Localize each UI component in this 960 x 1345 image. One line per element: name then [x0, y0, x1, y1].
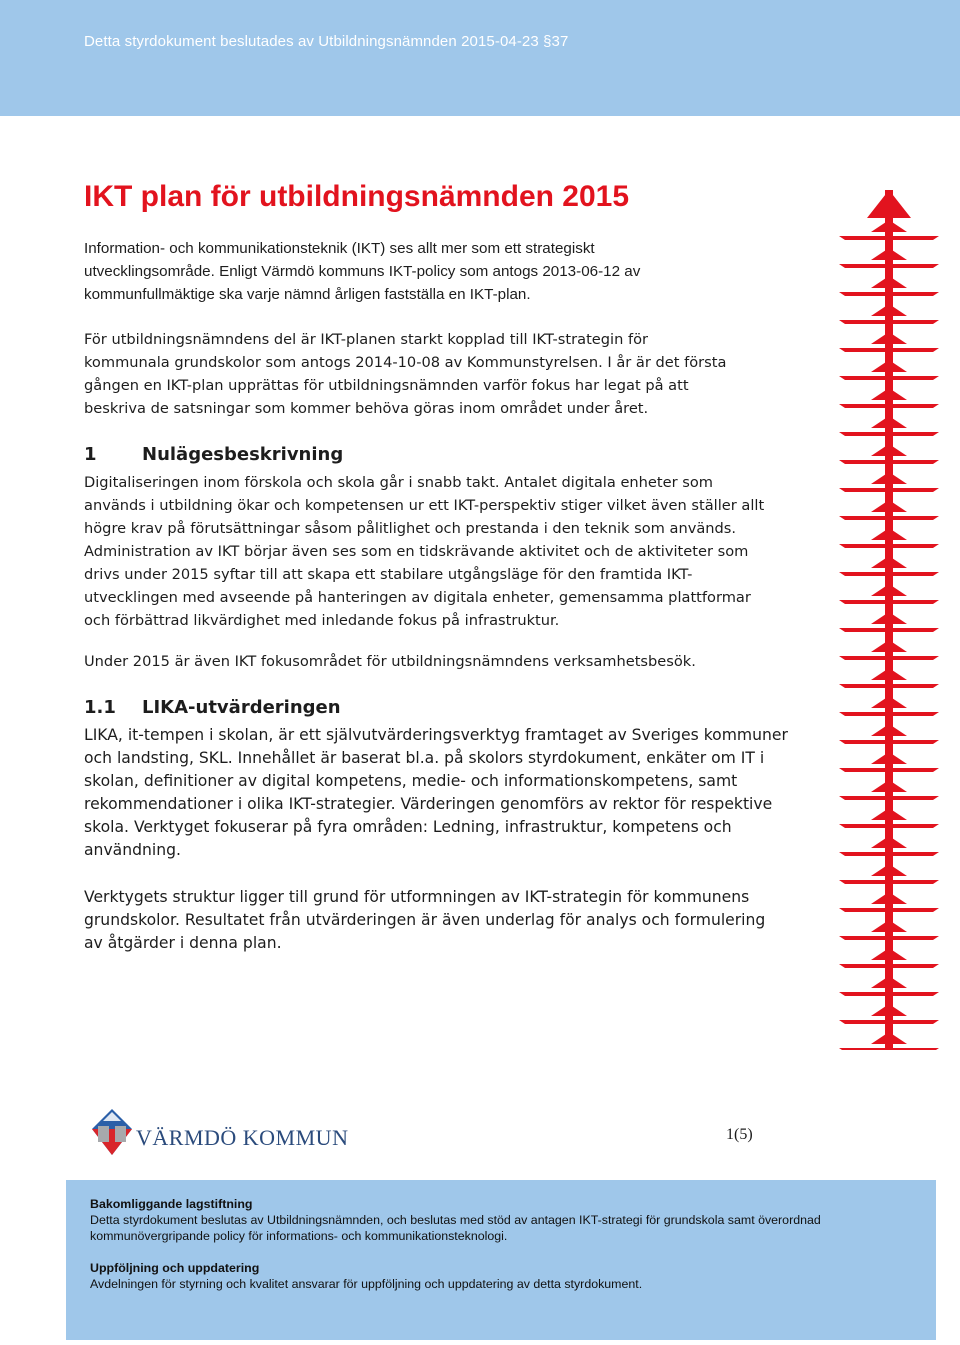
- text-line: skolan, definitioner av digital kompetens, medie- och informationskompetens, samt: [84, 772, 738, 790]
- text-line: För utbildningsnämndens del är IKT-planen starkt kopplad till IKT-strategin för: [84, 331, 649, 348]
- text-line: Digitaliseringen inom förskola och skola går i snabb takt. Antalet digitala enheter som: [84, 474, 713, 491]
- red-tree-pattern-icon: [836, 190, 942, 1050]
- text-line: av åtgärder i denna plan.: [84, 934, 282, 952]
- text-line: utvecklingsområde. Enligt Värmdö kommuns IKT-policy som antogs 2013-06-12 av: [84, 263, 641, 280]
- page-title: IKT plan för utbildningsnämnden 2015: [84, 180, 630, 213]
- footer-heading-legislation: Bakomliggande lagstiftning: [90, 1197, 253, 1211]
- footer-text-line: Detta styrdokument beslutas av Utbildningsnämnden, och beslutas med stöd av antagen IKT-strategi för grundskola samt överordnad: [90, 1213, 821, 1227]
- header-band: [0, 0, 960, 116]
- varmdo-coat-of-arms-icon: [91, 1108, 133, 1156]
- section-number: 1: [84, 444, 97, 465]
- footer-content: [90, 1196, 910, 1292]
- text-line: och förbättrad likvärdighet med inledande fokus på infrastruktur.: [84, 612, 560, 629]
- text-line: används i utbildning ökar och kompetensen ur ett IKT-perspektiv stiger vilket även ställer allt: [84, 497, 765, 514]
- text-line: beskriva de satsningar som kommer behöva göras inom området under året.: [84, 400, 649, 417]
- text-line: och landsting, SKL. Innehållet är baserat bl.a. på skolors styrdokument, enkäter om IT i: [84, 749, 765, 767]
- section-heading-1-1: [84, 697, 341, 718]
- text-line: LIKA, it-tempen i skolan, är ett självutvärderingsverktyg framtaget av Sveriges kommuner: [84, 726, 788, 744]
- section-title: Nulägesbeskrivning: [142, 444, 344, 465]
- text-line: användning.: [84, 841, 181, 859]
- logo-wordmark: VÄRMDÖ KOMMUN: [136, 1125, 349, 1150]
- footer-text-line: Avdelningen för styrning och kvalitet ansvarar för uppföljning och uppdatering av detta styrdokument.: [90, 1277, 643, 1291]
- intro-paragraph-1: [84, 237, 640, 306]
- section-1-1-paragraph-1: [84, 724, 788, 862]
- section-title: LIKA-utvärderingen: [142, 697, 341, 718]
- text-line: högre krav på förutsättningar såsom pålitlighet och prestanda i den teknik som används.: [84, 520, 737, 537]
- text-line: skola. Verktyget fokuserar på fyra områden: Ledning, infrastruktur, kompetens och: [84, 818, 732, 836]
- text-line: grundskolor. Resultatet från utvärderingen är även underlag för analys och formulering: [84, 911, 766, 929]
- footer-heading-followup: Uppföljning och uppdatering: [90, 1261, 260, 1275]
- text-line: Verktygets struktur ligger till grund för utformningen av IKT-strategin för kommunens: [84, 888, 750, 906]
- section-1-paragraph-2: Under 2015 är även IKT fokusområdet för utbildningsnämndens verksamhetsbesök.: [84, 653, 696, 670]
- section-1-1-paragraph-2: [84, 886, 765, 955]
- footer-text-line: kommunövergripande policy för informations- och kommunikationsteknologi.: [90, 1229, 508, 1243]
- text-line: drivs under 2015 syftar till att skapa ett stabilare utgångsläge för den framtida IKT-: [84, 566, 693, 583]
- text-line: Information- och kommunikationsteknik (IKT) ses allt mer som ett strategiskt: [84, 240, 595, 257]
- text-line: utvecklingen med avseende på hanteringen av digitala enheter, gemensamma plattformar: [84, 589, 751, 606]
- section-number: 1.1: [84, 697, 116, 718]
- text-line: Administration av IKT börjar även ses som en tidskrävande aktivitet och de aktiviteter som: [84, 543, 749, 560]
- text-line: rekommendationer i olika IKT-strategier. Värderingen genomförs av rektor för respektive: [84, 795, 773, 813]
- header-decision-text: Detta styrdokument beslutades av Utbildningsnämnden 2015-04-23 §37: [84, 33, 569, 50]
- page-number: 1(5): [726, 1126, 753, 1143]
- text-line: kommunfullmäktige ska varje nämnd årligen fastställa en IKT-plan.: [84, 286, 531, 303]
- section-heading-1: [84, 444, 343, 465]
- intro-paragraph-2: [84, 328, 726, 420]
- text-line: gången en IKT-plan upprättas för utbildningsnämnden varför fokus har legat på att: [84, 377, 689, 394]
- text-line: kommunala grundskolor som antogs 2014-10-08 av Kommunstyrelsen. I år är det första: [84, 354, 727, 371]
- section-1-paragraph-1: [84, 471, 764, 632]
